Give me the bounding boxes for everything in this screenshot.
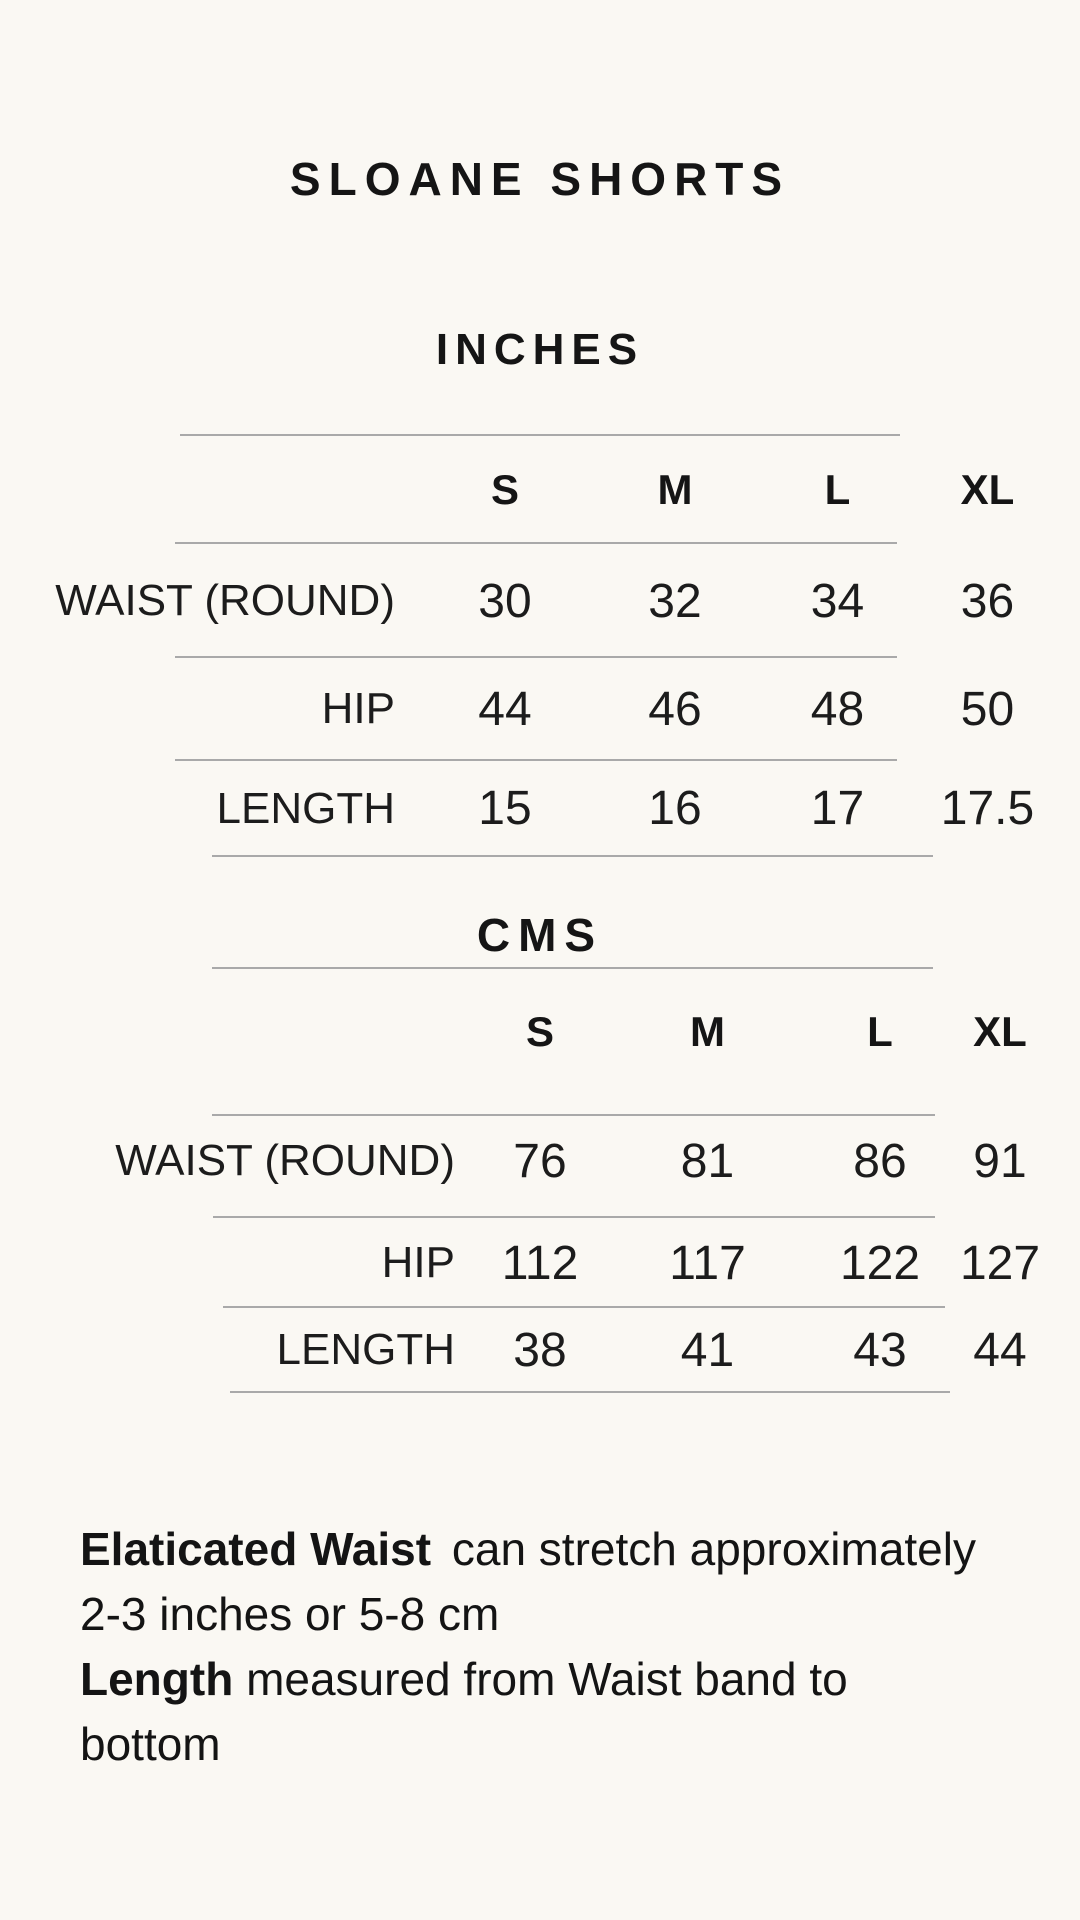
note-elasticated-waist-text: can stretch approximately bbox=[439, 1523, 976, 1575]
divider-line bbox=[223, 1306, 945, 1308]
inches-hip-row bbox=[0, 659, 1060, 759]
cms-length-m: 41 bbox=[680, 1323, 735, 1377]
inches-length-l: 17 bbox=[810, 782, 865, 835]
cms-length-row bbox=[0, 1309, 1055, 1391]
cms-hip-l: 122 bbox=[839, 1236, 921, 1290]
inches-hip-xl: 50 bbox=[960, 682, 1015, 736]
divider-line bbox=[180, 434, 900, 436]
inches-waist-l: 34 bbox=[810, 574, 865, 628]
cms-column-header-xl: XL bbox=[973, 1008, 1027, 1055]
note-line-2: 2-3 inches or 5-8 cm bbox=[80, 1588, 500, 1640]
note-length-term: Length bbox=[80, 1653, 234, 1705]
inches-column-header-m: M bbox=[657, 466, 693, 513]
inches-section-heading: INCHES bbox=[435, 325, 645, 374]
cms-hip-xl: 127 bbox=[959, 1236, 1041, 1290]
note-elasticated-waist-term: Elaticated Waist bbox=[80, 1523, 432, 1575]
note-line-3 bbox=[80, 1647, 1080, 1712]
inches-waist-s: 30 bbox=[478, 574, 532, 628]
inches-column-header-s: S bbox=[490, 466, 519, 513]
inches-length-s: 15 bbox=[478, 782, 532, 835]
cms-length-l: 43 bbox=[853, 1323, 907, 1377]
divider-line bbox=[212, 967, 933, 969]
cms-column-header-m: M bbox=[690, 1008, 725, 1055]
inches-waist-m: 32 bbox=[648, 574, 702, 628]
cms-section-heading: CMS bbox=[476, 909, 604, 961]
page-title: SLOANE SHORTS bbox=[289, 153, 791, 205]
cms-column-header-s: S bbox=[525, 1008, 554, 1055]
inches-hip-m: 46 bbox=[648, 682, 702, 736]
cms-waist-xl: 91 bbox=[973, 1134, 1027, 1188]
inches-length-row bbox=[0, 762, 1060, 855]
inches-length-m: 16 bbox=[648, 782, 702, 835]
inches-hip-label: HIP bbox=[321, 684, 395, 733]
cms-waist-row bbox=[0, 1117, 1055, 1205]
inches-hip-s: 44 bbox=[478, 682, 532, 736]
inches-column-header-l: L bbox=[824, 466, 851, 513]
cms-length-xl: 44 bbox=[973, 1323, 1027, 1377]
cms-waist-s: 76 bbox=[513, 1134, 567, 1188]
divider-line bbox=[213, 1216, 935, 1218]
divider-line bbox=[212, 855, 933, 857]
cms-waist-l: 86 bbox=[853, 1134, 907, 1188]
cms-waist-label: WAIST (ROUND) bbox=[115, 1136, 455, 1185]
footnotes bbox=[80, 1517, 1080, 1777]
inches-header-row bbox=[0, 437, 1060, 543]
divider-line bbox=[212, 1114, 935, 1116]
note-length-text: measured from Waist band to bbox=[233, 1653, 848, 1705]
inches-length-xl: 17.5 bbox=[940, 782, 1035, 835]
cms-hip-s: 112 bbox=[501, 1236, 579, 1290]
note-line-1 bbox=[80, 1517, 1080, 1582]
inches-waist-xl: 36 bbox=[960, 574, 1015, 628]
note-line-4: bottom bbox=[80, 1718, 221, 1770]
cms-column-header-l: L bbox=[867, 1008, 893, 1055]
divider-line bbox=[175, 759, 897, 761]
cms-length-s: 38 bbox=[513, 1323, 567, 1377]
inches-waist-row bbox=[0, 545, 1060, 657]
divider-line bbox=[175, 656, 897, 658]
inches-waist-label: WAIST (ROUND) bbox=[55, 576, 395, 625]
inches-hip-l: 48 bbox=[810, 682, 865, 736]
cms-hip-label: HIP bbox=[381, 1238, 455, 1287]
cms-length-label: LENGTH bbox=[276, 1325, 455, 1374]
divider-line bbox=[175, 542, 897, 544]
cms-header-row bbox=[0, 970, 1055, 1094]
cms-hip-row bbox=[0, 1219, 1055, 1307]
cms-hip-m: 117 bbox=[669, 1236, 746, 1290]
inches-column-header-xl: XL bbox=[960, 466, 1015, 513]
divider-line bbox=[230, 1391, 950, 1393]
cms-waist-m: 81 bbox=[680, 1134, 735, 1188]
inches-length-label: LENGTH bbox=[216, 783, 395, 833]
